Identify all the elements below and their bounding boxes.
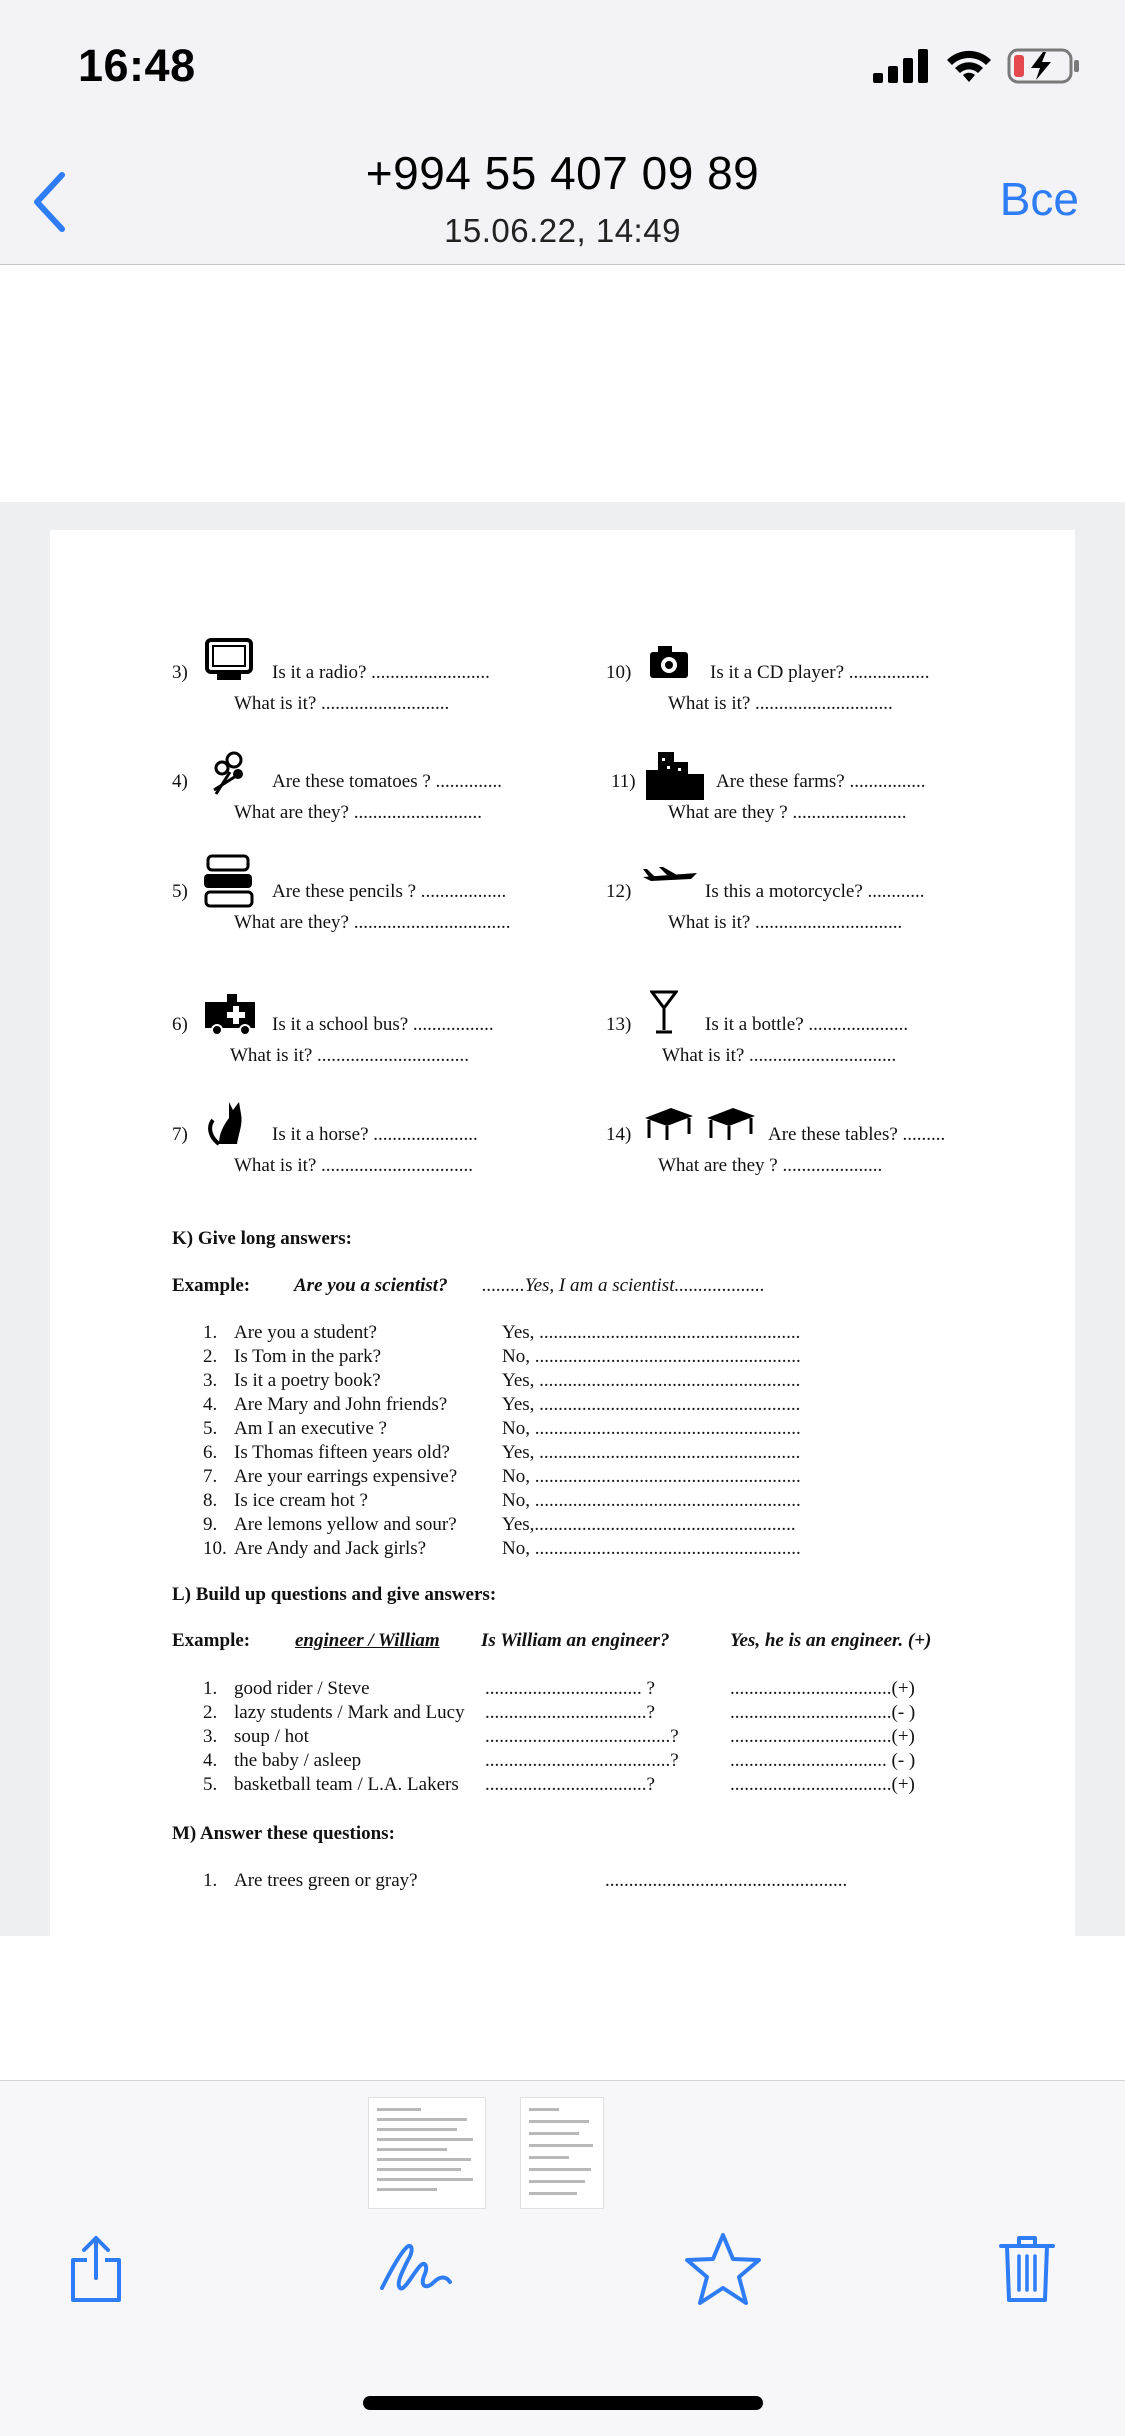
share-icon <box>67 2234 125 2304</box>
k-row-question: Are your earrings expensive? <box>234 1466 458 1487</box>
item-question: Are these farms? ................ <box>716 771 926 792</box>
item-question: Is this a motorcycle? ............ <box>705 881 925 902</box>
l-row-prompt: soup / hot <box>234 1726 309 1747</box>
k-row-answer-line: Yes, ....................................................... <box>502 1442 801 1463</box>
item-number: 7) <box>172 1124 188 1145</box>
k-row-number: 5. <box>203 1418 218 1439</box>
flowers-icon <box>208 750 250 796</box>
item-answer-line: What are they ? ..................... <box>658 1155 883 1176</box>
contact-phone-number: +994 55 407 09 89 <box>365 147 760 199</box>
k-row-number: 2. <box>203 1346 218 1367</box>
l-row-question-line: .......................................? <box>485 1750 679 1771</box>
l-row-prompt: good rider / Steve <box>234 1678 370 1699</box>
page-thumbnail-2[interactable] <box>520 2097 604 2209</box>
navigation-bar <box>0 132 1125 265</box>
item-number: 13) <box>606 1014 632 1035</box>
k-row-number: 3. <box>203 1370 218 1391</box>
section-m-heading: M) Answer these questions: <box>172 1823 395 1844</box>
l-row-number: 1. <box>203 1678 218 1699</box>
section-l-example-label: Example: <box>172 1630 251 1651</box>
item-number: 5) <box>172 881 188 902</box>
k-row-question: Am I an executive ? <box>234 1418 387 1439</box>
cocktail-glass-icon <box>650 990 678 1034</box>
k-row-answer-line: No, ........................................................ <box>502 1346 801 1367</box>
k-row-number: 6. <box>203 1442 218 1463</box>
item-question: Are these tomatoes ? .............. <box>272 771 503 792</box>
l-row-question-line: ..................................? <box>485 1702 655 1723</box>
status-time: 16:48 <box>78 40 196 91</box>
status-bar <box>0 0 1125 132</box>
l-row-number: 4. <box>203 1750 218 1771</box>
k-row-number: 9. <box>203 1514 218 1535</box>
k-row-number: 10. <box>203 1538 227 1559</box>
l-row-answer-line: ..................................(+) <box>730 1678 915 1699</box>
status-icons <box>873 48 1081 84</box>
delete-button[interactable] <box>987 2229 1067 2309</box>
k-row-answer-line: Yes, ....................................................... <box>502 1322 801 1343</box>
k-row-question: Is ice cream hot ? <box>234 1490 368 1511</box>
l-row-number: 5. <box>203 1774 218 1795</box>
all-media-button[interactable]: Все <box>999 173 1079 225</box>
l-row-number: 3. <box>203 1726 218 1747</box>
books-icon <box>202 852 256 910</box>
item-number: 3) <box>172 662 188 683</box>
wifi-icon <box>945 48 993 84</box>
l-row-answer-line: ..................................(- ) <box>730 1702 916 1723</box>
city-buildings-icon <box>644 744 706 800</box>
item-number: 6) <box>172 1014 188 1035</box>
k-row-number: 4. <box>203 1394 218 1415</box>
l-row-answer-line: ..................................(+) <box>730 1726 915 1747</box>
tables-icon <box>643 1106 759 1142</box>
bottom-toolbar <box>0 2080 1125 2436</box>
message-timestamp: 15.06.22, 14:49 <box>444 212 681 249</box>
k-row-answer-line: No, ........................................................ <box>502 1538 801 1559</box>
k-row-question: Are you a student? <box>234 1322 377 1343</box>
k-row-question: Is Thomas fifteen years old? <box>234 1442 450 1463</box>
m-row-question: Are trees green or gray? <box>234 1870 418 1891</box>
battery-charging-icon <box>1007 48 1081 84</box>
item-question: Are these pencils ? .................. <box>272 881 507 902</box>
l-row-answer-line: ..................................(+) <box>730 1774 915 1795</box>
item-answer-line: What are they ? ........................ <box>668 802 907 823</box>
section-k-example-label: Example: <box>172 1275 251 1296</box>
m-row-answer-line: ................................................... <box>605 1870 848 1891</box>
l-row-prompt: basketball team / L.A. Lakers <box>234 1774 459 1795</box>
m-row-number: 1. <box>203 1870 218 1891</box>
markup-icon <box>378 2242 454 2296</box>
home-indicator <box>363 2396 763 2410</box>
item-number: 12) <box>606 881 632 902</box>
k-row-number: 8. <box>203 1490 218 1511</box>
item-answer-line: What is it? ............................. <box>668 693 893 714</box>
k-row-number: 1. <box>203 1322 218 1343</box>
k-row-question: Are Andy and Jack girls? <box>234 1538 427 1559</box>
section-k-example-question: Are you a scientist? <box>294 1275 448 1296</box>
item-question: Is it a horse? ...................... <box>272 1124 478 1145</box>
l-row-question-line: ................................. ? <box>485 1678 655 1699</box>
l-row-question-line: .......................................? <box>485 1726 679 1747</box>
k-row-answer-line: No, ........................................................ <box>502 1490 801 1511</box>
k-row-number: 7. <box>203 1466 218 1487</box>
l-row-question-line: ..................................? <box>485 1774 655 1795</box>
k-row-question: Are Mary and John friends? <box>234 1394 448 1415</box>
item-number: 11) <box>611 771 636 792</box>
l-row-answer-line: ................................. (- ) <box>730 1750 916 1771</box>
k-row-question: Is Tom in the park? <box>234 1346 382 1367</box>
l-row-prompt: lazy students / Mark and Lucy <box>234 1702 465 1723</box>
section-l-heading: L) Build up questions and give answers: <box>172 1584 497 1605</box>
section-k-heading: K) Give long answers: <box>172 1228 352 1249</box>
l-row-number: 2. <box>203 1702 218 1723</box>
k-row-question: Are lemons yellow and sour? <box>234 1514 457 1535</box>
favorite-button[interactable] <box>683 2229 763 2309</box>
l-row-prompt: the baby / asleep <box>234 1750 362 1771</box>
item-answer-line: What is it? ............................... <box>662 1045 897 1066</box>
item-answer-line: What is it? ................................ <box>234 1155 474 1176</box>
ambulance-icon <box>203 992 259 1036</box>
item-number: 4) <box>172 771 188 792</box>
section-l-example-question: Is William an engineer? <box>481 1630 670 1651</box>
cellular-signal-icon <box>873 49 931 83</box>
item-answer-line: What are they? ................................. <box>234 912 511 933</box>
item-number: 10) <box>606 662 632 683</box>
tv-icon <box>205 638 253 682</box>
k-row-answer-line: No, ........................................................ <box>502 1466 801 1487</box>
airplane-icon <box>641 865 699 889</box>
camera-icon <box>648 644 690 680</box>
k-row-question: Is it a poetry book? <box>234 1370 381 1391</box>
item-answer-line: What is it? ........................... <box>234 693 450 714</box>
share-button[interactable] <box>56 2229 136 2309</box>
item-answer-line: What is it? ............................... <box>668 912 903 933</box>
k-row-answer-line: Yes, ....................................................... <box>502 1370 801 1391</box>
k-row-answer-line: No, ........................................................ <box>502 1418 801 1439</box>
k-row-answer-line: Yes,....................................................... <box>502 1514 796 1535</box>
item-answer-line: What is it? ................................ <box>230 1045 470 1066</box>
item-number: 14) <box>606 1124 632 1145</box>
section-l-example-answer: Yes, he is an engineer. (+) <box>730 1630 932 1651</box>
cat-icon <box>205 1098 245 1146</box>
item-question: Is it a school bus? ................. <box>272 1014 494 1035</box>
item-question: Is it a CD player? ................. <box>710 662 930 683</box>
item-question: Is it a radio? ......................... <box>272 662 490 683</box>
item-answer-line: What are they? ........................... <box>234 802 482 823</box>
section-l-example-prompt: engineer / William <box>295 1630 440 1651</box>
trash-icon <box>997 2234 1057 2304</box>
item-question: Is it a bottle? ..................... <box>705 1014 909 1035</box>
section-k-example-answer: .........Yes, I am a scientist................... <box>482 1275 765 1296</box>
k-row-answer-line: Yes, ....................................................... <box>502 1394 801 1415</box>
page-thumbnail-1[interactable] <box>368 2097 486 2209</box>
item-question: Are these tables? ......... <box>768 1124 946 1145</box>
markup-button[interactable] <box>376 2229 456 2309</box>
star-icon <box>683 2231 763 2307</box>
